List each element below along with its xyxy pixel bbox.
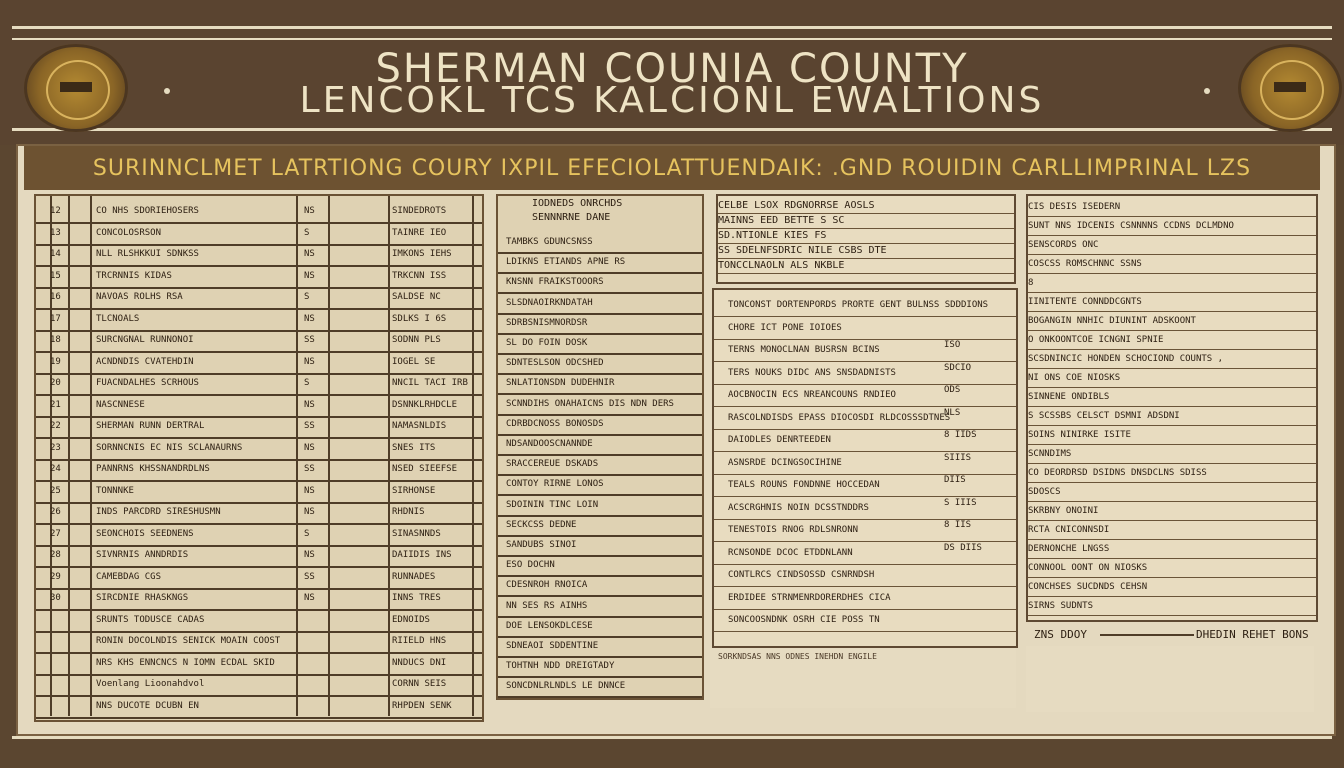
row-label: INDS PARCDRD SIRESHUSMN xyxy=(96,507,221,517)
table-row xyxy=(36,544,482,568)
row-col-b: RHDNIS xyxy=(392,507,425,517)
row-number: 16 xyxy=(50,292,61,302)
detail-line: CONTLRCS CINDSOSSD CSNRNDSH xyxy=(714,564,1016,587)
table-row xyxy=(36,394,482,418)
detail-line: RCNSONDE DCOC ETDDNLANN xyxy=(714,542,1016,565)
summary-line: O ONKOONTCOE ICNGNI SPNIE xyxy=(1028,331,1316,350)
right-footnote xyxy=(1026,646,1314,712)
row-col-b: DSNNKLRHDCLE xyxy=(392,399,458,410)
row-label: SIVNRNIS ANNDRDIS xyxy=(96,550,189,560)
table-row xyxy=(498,454,702,476)
table-row xyxy=(498,293,702,315)
middle-table-subheader: SENNNRNE DANE xyxy=(532,212,611,223)
row-col-b: RIIELD HNS xyxy=(392,636,447,646)
summary-line: SS SDELNFSDRIC NILE CSBS DTE xyxy=(718,243,1014,259)
row-label: TOHTNH NDD DREIGTADY xyxy=(506,661,615,672)
table-row xyxy=(36,630,482,654)
page-title: SHERMAN COUNIA COUNTY xyxy=(375,46,969,92)
detail-value: NLS xyxy=(944,407,961,418)
row-label: SDOININ TINC LOIN xyxy=(506,499,599,510)
table-row xyxy=(498,495,702,517)
header-bottom-rule xyxy=(12,128,1332,131)
table-row xyxy=(498,676,702,698)
table-row xyxy=(498,272,702,294)
row-label: DOE LENSOKDLCESE xyxy=(506,620,593,631)
row-col-a: NS xyxy=(304,270,315,281)
row-label: PANNRNS KHSSNANDRDLNS xyxy=(96,464,210,474)
table-row xyxy=(36,308,482,332)
row-label: NASCNNESE xyxy=(96,399,145,410)
table-row xyxy=(36,587,482,611)
right-summary-box xyxy=(1026,194,1318,622)
row-col-b: SINASNNDS xyxy=(392,528,441,539)
row-label: SHERMAN RUNN DERTRAL xyxy=(96,421,205,431)
right-footer-right: DHEDIN REHET BONS xyxy=(1196,628,1309,641)
summary-line: CIS DESIS ISEDERN xyxy=(1028,198,1316,217)
row-col-b: SDLKS I 6S xyxy=(392,313,447,324)
row-label: SDRBSNISMNORDSR xyxy=(506,317,588,328)
row-label: SNLATIONSDN DUDEHNIR xyxy=(506,378,615,389)
detail-value: DS DIIS xyxy=(944,542,982,553)
row-label: NLL RLSHKKUI SDNKSS xyxy=(96,249,199,259)
row-number: 12 xyxy=(50,206,61,216)
table-row xyxy=(36,609,482,633)
row-number: 28 xyxy=(50,550,61,560)
summary-line: TONCCLNAOLN ALS NKBLE xyxy=(718,258,1014,274)
row-col-a: NS xyxy=(304,507,315,517)
row-label: SDNEAOI SDDENTINE xyxy=(506,641,599,651)
detail-value: SIIIS xyxy=(944,452,972,463)
row-label: CONCOLOSRSON xyxy=(96,227,162,238)
row-col-a: NS xyxy=(304,313,315,324)
row-col-b: TAINRE IEO xyxy=(392,227,447,238)
table-row xyxy=(498,515,702,537)
row-label: CAMEBDAG CGS xyxy=(96,571,162,582)
detail-line: CHORE ICT PONE IOIOES xyxy=(714,317,1016,340)
summary-line: SDOSCS xyxy=(1028,483,1316,502)
summary-line: SKRBNY ONOINI xyxy=(1028,502,1316,521)
row-label: SRUNTS TODUSCE CADAS xyxy=(96,614,205,625)
row-col-a: NS xyxy=(304,206,315,216)
middle-results-table xyxy=(496,194,704,700)
row-col-a: SS xyxy=(304,421,315,431)
row-col-b: SODNN PLS xyxy=(392,335,441,345)
center-footnote xyxy=(710,648,1016,708)
row-label: TONNNKE xyxy=(96,485,134,496)
summary-line: COSCSS ROMSCHNNC SSNS xyxy=(1028,255,1316,274)
row-col-b: RHPDEN SENK xyxy=(392,700,452,711)
row-number: 18 xyxy=(50,335,61,345)
row-col-a: NS xyxy=(304,550,315,560)
detail-value: 8 IIS xyxy=(944,520,972,530)
detail-value: 8 IIDS xyxy=(944,430,977,440)
row-number: 13 xyxy=(50,227,61,238)
row-col-a: NS xyxy=(304,356,315,367)
row-number: 30 xyxy=(50,593,61,603)
summary-line: SINNENE ONDIBLS xyxy=(1028,388,1316,407)
table-row xyxy=(36,222,482,246)
table-row xyxy=(498,596,702,618)
summary-line: CELBE LSOX RDGNORRSE AOSLS xyxy=(718,198,1014,214)
summary-line: CONNOOL OONT ON NIOSKS xyxy=(1028,559,1316,578)
row-number: 17 xyxy=(50,313,61,324)
table-row xyxy=(36,523,482,547)
row-col-a: S xyxy=(304,528,310,539)
summary-line: SCNNDIMS xyxy=(1028,445,1316,464)
middle-table-header: IODNEDS ONRCHDS xyxy=(532,198,623,209)
section-banner: SURINNCLMET LATRTIONG COURY IXPIL EFECIOLATTUENDAIK: .GND ROUIDIN CARLLIMPRINAL LZS xyxy=(24,146,1320,190)
row-number: 20 xyxy=(50,378,61,388)
summary-line: CONCHSES SUCDNDS CEHSN xyxy=(1028,578,1316,597)
row-col-b: DAIIDIS INS xyxy=(392,550,452,560)
table-row xyxy=(36,501,482,525)
row-label: CO NHS SDORIEHOSERS xyxy=(96,206,199,216)
row-col-b: EDNOIDS xyxy=(392,614,430,625)
table-row xyxy=(36,372,482,396)
table-row xyxy=(36,265,482,289)
row-label: NDSANDOOSCNANNDE xyxy=(506,439,593,449)
right-footer-left: ZNS DDOY xyxy=(1034,628,1087,641)
summary-line: SCSDNINCIC HONDEN SCHOCIOND COUNTS , xyxy=(1028,350,1316,369)
table-row xyxy=(498,616,702,638)
row-label: SURCNGNAL RUNNONOI xyxy=(96,335,194,345)
detail-value: S IIIS xyxy=(944,497,977,508)
row-number: 19 xyxy=(50,356,61,367)
row-number: 27 xyxy=(50,528,61,539)
row-number: 29 xyxy=(50,571,61,582)
table-row xyxy=(36,243,482,267)
row-col-a: NS xyxy=(304,399,315,410)
table-row xyxy=(36,652,482,676)
summary-line: SIRNS SUDNTS xyxy=(1028,597,1316,616)
row-label: NRS KHS ENNCNCS N IOMN ECDAL SKID xyxy=(96,657,275,668)
row-label: FUACNDALHES SCRHOUS xyxy=(96,378,199,388)
row-label: SECKCSS DEDNE xyxy=(506,519,577,530)
row-col-b: SIRHONSE xyxy=(392,485,436,496)
center-summary-box xyxy=(716,194,1016,284)
detail-line: ACSCRGHNIS NOIN DCSSTNDDRS xyxy=(714,497,1016,520)
summary-line: S SCSSBS CELSCT DSMNI ADSDNI xyxy=(1028,407,1316,426)
row-number: 15 xyxy=(50,270,61,281)
center-detail-box xyxy=(712,288,1018,648)
row-col-a: S xyxy=(304,378,310,388)
summary-line: MAINNS EED BETTE S SC xyxy=(718,213,1014,229)
row-col-b: NNCIL TACI IRB xyxy=(392,378,468,388)
table-row xyxy=(36,695,482,719)
ornament-dot-right xyxy=(1204,88,1210,94)
row-label: RONIN DOCOLNDIS SENICK MOAIN COOST xyxy=(96,636,281,646)
row-col-a: NS xyxy=(304,485,315,496)
row-col-a: S xyxy=(304,292,310,302)
row-number: 26 xyxy=(50,507,61,517)
row-label: SCNNDIHS ONAHAICNS DIS NDN DERS xyxy=(506,398,674,409)
detail-line: TENESTOIS RNOG RDLSNRONN xyxy=(714,519,1016,542)
row-col-a: SS xyxy=(304,464,315,474)
row-label: KNSNN FRAIKSTOOORS xyxy=(506,277,604,288)
row-col-b: SINDEDROTS xyxy=(392,206,447,216)
row-label: TAMBKS GDUNCSNSS xyxy=(506,237,593,247)
summary-line: SUNT NNS IDCENIS CSNNNNS CCDNS DCLMDNO xyxy=(1028,217,1316,236)
table-row xyxy=(36,673,482,697)
row-col-b: NAMASNLDIS xyxy=(392,421,447,431)
row-col-a: NS xyxy=(304,249,315,259)
table-row xyxy=(498,252,702,274)
table-row xyxy=(498,353,702,375)
seal-left-icon xyxy=(24,44,128,132)
bottom-rule xyxy=(12,736,1332,739)
footer-ornament xyxy=(1100,634,1194,636)
table-row xyxy=(498,333,702,355)
row-label: CONTOY RIRNE LONOS xyxy=(506,479,604,490)
seal-right-icon xyxy=(1238,44,1342,132)
detail-line: TERNS MONOCLNAN BUSRSN BCINS xyxy=(714,339,1016,362)
row-col-a: NS xyxy=(304,593,315,603)
row-col-b: NSED SIEEFSE xyxy=(392,464,458,474)
row-label: SEONCHOIS SEEDNENS xyxy=(96,528,194,539)
summary-line: SOINS NINIRKE ISITE xyxy=(1028,426,1316,445)
row-col-a: NS xyxy=(304,442,315,453)
row-number: 14 xyxy=(50,249,61,259)
summary-line: SD.NTIONLE KIES FS xyxy=(718,228,1014,244)
detail-line: TEALS ROUNS FONDNNE HOCCEDAN xyxy=(714,474,1016,497)
row-label: CDESNROH RNOICA xyxy=(506,580,588,591)
row-label: TLCNOALS xyxy=(96,313,140,324)
table-row xyxy=(498,394,702,416)
row-label: ESO DOCHN xyxy=(506,560,555,571)
summary-line: RCTA CNICONNSDI xyxy=(1028,521,1316,540)
footnote-text: SORKNDSAS NNS ODNES INEHDN ENGILE xyxy=(718,652,877,661)
summary-line: 8 xyxy=(1028,274,1316,293)
table-row xyxy=(36,437,482,461)
row-label: SRACCEREUE DSKADS xyxy=(506,459,599,470)
row-label: LDIKNS ETIANDS APNE RS xyxy=(506,257,626,268)
row-label: SL DO FOIN DOSK xyxy=(506,338,588,348)
row-label: ACNDNDIS CVATEHDIN xyxy=(96,356,194,367)
summary-line: IINITENTE CONNDDCGNTS xyxy=(1028,293,1316,312)
detail-line: TONCONST DORTENPORDS PRORTE GENT BULNSS SDDDIONS xyxy=(714,294,1016,317)
table-row xyxy=(498,414,702,436)
row-col-a: S xyxy=(304,227,310,238)
row-label: Voenlang Lioonahdvol xyxy=(96,679,205,689)
row-label: NAVOAS ROLHS RSA xyxy=(96,292,183,302)
row-col-b: IOGEL SE xyxy=(392,356,436,367)
row-label: NNS DUCOTE DCUBN EN xyxy=(96,700,199,711)
table-row xyxy=(36,351,482,375)
summary-line: BOGANGIN NNHIC DIUNINT ADSKOONT xyxy=(1028,312,1316,331)
row-col-a: SS xyxy=(304,335,315,345)
row-col-b: RUNNADES xyxy=(392,571,436,582)
row-col-b: SALDSE NC xyxy=(392,292,441,302)
row-label: CDRBDCNOSS BONOSDS xyxy=(506,418,604,429)
detail-line: ASNSRDE DCINGSOCIHINE xyxy=(714,452,1016,475)
row-label: SDNTESLSON ODCSHED xyxy=(506,358,604,369)
row-col-b: IMKONS IEHS xyxy=(392,249,452,259)
detail-value: ISO xyxy=(944,340,961,350)
row-number: 22 xyxy=(50,421,61,431)
row-col-b: CORNN SEIS xyxy=(392,679,447,689)
row-label: SANDUBS SINOI xyxy=(506,540,577,550)
detail-line: AOCBNOCIN ECS NREANCOUNS RNDIEO xyxy=(714,384,1016,407)
row-label: SORNNCNIS EC NIS SCLANAURNS xyxy=(96,442,243,453)
table-row xyxy=(36,415,482,439)
detail-line: RASCOLNDISDS EPASS DIOCOSDI RLDCOSSSDTNES xyxy=(714,407,1016,430)
table-row xyxy=(498,474,702,496)
table-row xyxy=(498,656,702,678)
summary-line: CO DEORDRSD DSIDNS DNSDCLNS SDISS xyxy=(1028,464,1316,483)
detail-line: TERS NOUKS DIDC ANS SNSDADNISTS xyxy=(714,362,1016,385)
summary-line: SENSCORDS ONC xyxy=(1028,236,1316,255)
left-results-table xyxy=(34,194,484,722)
table-row xyxy=(498,313,702,335)
row-label: SIRCDNIE RHASKNGS xyxy=(96,593,189,603)
table-row xyxy=(498,555,702,577)
detail-line: ERDIDEE STRNMENRDORERDHES CICA xyxy=(714,587,1016,610)
row-label: TRCRNNIS KIDAS xyxy=(96,270,172,281)
table-row xyxy=(498,373,702,395)
summary-line: DERNONCHE LNGSS xyxy=(1028,540,1316,559)
table-row xyxy=(36,286,482,310)
row-col-b: TRKCNN ISS xyxy=(392,270,447,281)
table-row xyxy=(36,329,482,353)
table-row xyxy=(498,434,702,456)
summary-line: NI ONS COE NIOSKS xyxy=(1028,369,1316,388)
page-subtitle: LENCOKL TCS KALCIONL EWALTIONS xyxy=(299,80,1045,121)
table-row xyxy=(36,566,482,590)
top-rule-thin xyxy=(12,38,1332,40)
table-row xyxy=(498,636,702,658)
row-label: NN SES RS AINHS xyxy=(506,600,588,611)
detail-value: ODS xyxy=(944,385,961,395)
row-col-b: INNS TRES xyxy=(392,593,441,603)
table-row xyxy=(36,480,482,504)
top-rule xyxy=(12,26,1332,29)
row-number: 21 xyxy=(50,399,61,410)
table-row xyxy=(498,535,702,557)
row-label: SLSDNAOIRKNDATAH xyxy=(506,297,593,308)
detail-value: DIIS xyxy=(944,475,966,485)
table-row xyxy=(36,200,482,224)
row-number: 25 xyxy=(50,485,61,496)
row-label: SONCDNLRLNDLS LE DNNCE xyxy=(506,681,626,692)
table-row xyxy=(498,232,702,254)
row-col-a: SS xyxy=(304,571,315,582)
table-row xyxy=(498,575,702,597)
row-col-b: SNES ITS xyxy=(392,442,436,453)
row-number: 23 xyxy=(50,442,61,453)
detail-line: DAIODLES DENRTEEDEN xyxy=(714,429,1016,452)
detail-line: SONCOOSNDNK OSRH CIE POSS TN xyxy=(714,609,1016,632)
detail-value: SDCIO xyxy=(944,362,972,373)
row-col-b: NNDUCS DNI xyxy=(392,657,447,668)
row-number: 24 xyxy=(50,464,61,474)
table-row xyxy=(36,458,482,482)
